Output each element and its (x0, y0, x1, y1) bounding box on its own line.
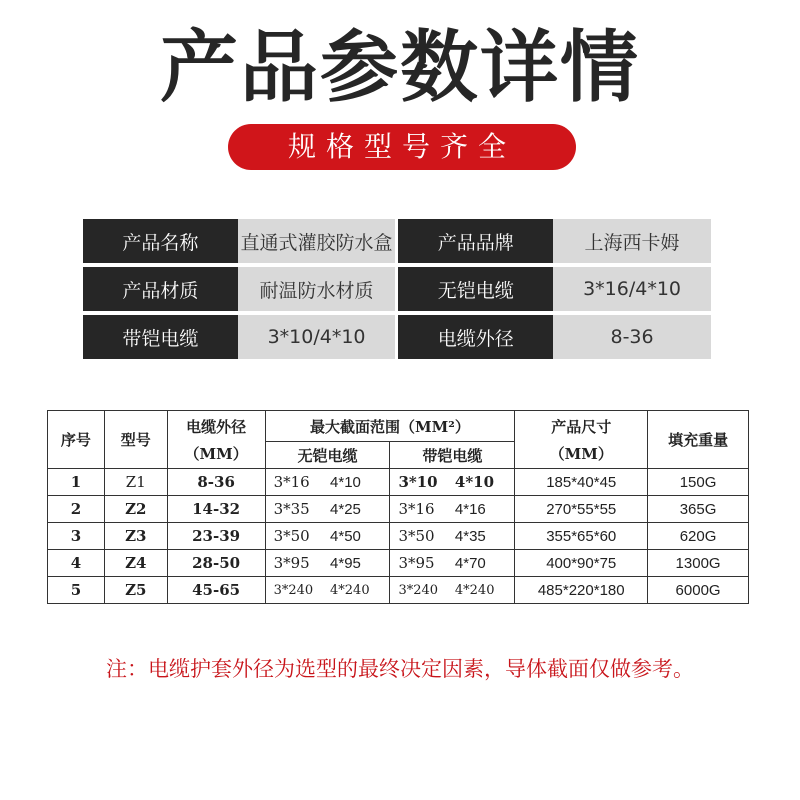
cell-unarmored-3core: 3*95 (265, 550, 326, 577)
cell-seq: 1 (48, 469, 105, 496)
spec-key: 产品材质 (83, 267, 238, 311)
header-size-label: 产品尺寸 (551, 417, 612, 436)
cell-model: Z2 (104, 496, 167, 523)
cell-size: 485*220*180 (515, 577, 648, 604)
cell-armored-3core: 3*50 (390, 523, 451, 550)
spec-table (83, 215, 711, 363)
cell-unarmored-4core: 4*240 (326, 577, 390, 604)
cell-size: 400*90*75 (515, 550, 648, 577)
cell-armored-3core: 3*95 (390, 550, 451, 577)
header-diameter (167, 411, 265, 469)
cell-unarmored-3core: 3*16 (265, 469, 326, 496)
cell-seq: 5 (48, 577, 105, 604)
table-row (48, 550, 749, 577)
table-row (48, 577, 749, 604)
cell-armored-4core: 4*240 (451, 577, 515, 604)
header-model: 型号 (104, 411, 167, 469)
cell-seq: 2 (48, 496, 105, 523)
cell-seq: 4 (48, 550, 105, 577)
spec-value: 3*16/4*10 (553, 267, 711, 311)
cell-unarmored-4core: 4*95 (326, 550, 390, 577)
page-title: 产品参数详情 (159, 23, 640, 113)
cell-armored-3core: 3*16 (390, 496, 451, 523)
header-unarmored: 无铠电缆 (265, 442, 390, 469)
header-armored: 带铠电缆 (390, 442, 515, 469)
spec-value: 上海西卡姆 (553, 219, 711, 263)
cell-armored-4core: 4*16 (451, 496, 515, 523)
cell-weight: 620G (648, 523, 749, 550)
cell-diameter: 28-50 (167, 550, 265, 577)
cell-diameter: 14-32 (167, 496, 265, 523)
cell-seq: 3 (48, 523, 105, 550)
cell-armored-3core: 3*240 (390, 577, 451, 604)
spec-key: 电缆外径 (398, 315, 553, 359)
header-diameter-unit: （MM） (184, 444, 248, 463)
cell-weight: 6000G (648, 577, 749, 604)
cell-armored-4core: 4*70 (451, 550, 515, 577)
header-row (48, 411, 749, 442)
cell-weight: 150G (648, 469, 749, 496)
spec-key: 无铠电缆 (398, 267, 553, 311)
cell-weight: 1300G (648, 550, 749, 577)
spec-value: 3*10/4*10 (238, 315, 396, 359)
cell-diameter: 45-65 (167, 577, 265, 604)
cell-model: Z1 (104, 469, 167, 496)
cell-unarmored-3core: 3*35 (265, 496, 326, 523)
footnote: 注：电缆护套外径为选型的最终决定因素，导体截面仅做参考。 (106, 657, 694, 681)
cell-model: Z5 (104, 577, 167, 604)
cell-unarmored-3core: 3*50 (265, 523, 326, 550)
table-row (48, 523, 749, 550)
cell-unarmored-4core: 4*10 (326, 469, 390, 496)
cell-diameter: 23-39 (167, 523, 265, 550)
cell-armored-4core: 4*10 (451, 469, 515, 496)
cell-diameter: 8-36 (167, 469, 265, 496)
cell-model: Z3 (104, 523, 167, 550)
spec-value: 8-36 (553, 315, 711, 359)
cell-unarmored-4core: 4*50 (326, 523, 390, 550)
header-cross-section: 最大截面范围（MM²） (265, 411, 515, 442)
cell-unarmored-4core: 4*25 (326, 496, 390, 523)
header-fill-weight: 填充重量 (648, 411, 749, 469)
cell-size: 355*65*60 (515, 523, 648, 550)
cell-weight: 365G (648, 496, 749, 523)
header-diameter-label: 电缆外径 (186, 417, 247, 436)
header-size-unit: （MM） (549, 444, 613, 463)
table-row (48, 469, 749, 496)
cell-armored-3core: 3*10 (390, 469, 451, 496)
parameter-table (47, 410, 749, 604)
subtitle-badge: 规格型号齐全 (228, 124, 576, 170)
spec-row (83, 267, 711, 311)
cell-size: 185*40*45 (515, 469, 648, 496)
spec-key: 产品名称 (83, 219, 238, 263)
header-size (515, 411, 648, 469)
spec-row (83, 315, 711, 359)
spec-value: 直通式灌胶防水盒 (238, 219, 396, 263)
spec-key: 带铠电缆 (83, 315, 238, 359)
cell-armored-4core: 4*35 (451, 523, 515, 550)
table-row (48, 496, 749, 523)
spec-row (83, 219, 711, 263)
spec-value: 耐温防水材质 (238, 267, 396, 311)
cell-unarmored-3core: 3*240 (265, 577, 326, 604)
spec-key: 产品品牌 (398, 219, 553, 263)
header-seq: 序号 (48, 411, 105, 469)
cell-size: 270*55*55 (515, 496, 648, 523)
cell-model: Z4 (104, 550, 167, 577)
